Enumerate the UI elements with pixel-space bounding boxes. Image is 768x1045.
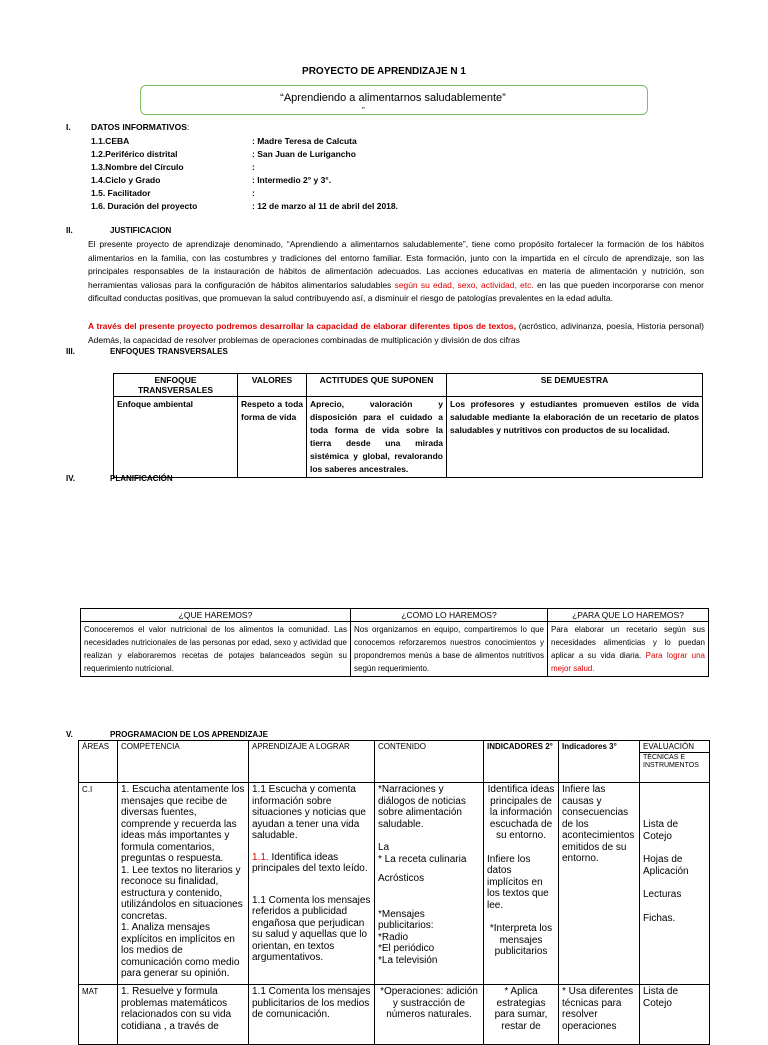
prog-header-indicadores-2: INDICADORES 2° xyxy=(484,741,559,783)
section-2-heading: JUSTIFICACION xyxy=(110,226,172,235)
prog-cell-aprendizaje-mat: 1.1 Comenta los mensajes publicitarios de los medios de comunicación. xyxy=(249,985,375,1045)
enfoques-cell-actitudes: Aprecio, valoración y disposición para el cuidado a toda forma de vida sobre la tierra desde una mirada sistémica y global, revalorando los saberes ancestrales. xyxy=(307,397,447,478)
prog-header-indicadores-3: Indicadores 3° xyxy=(559,741,640,783)
datos-label-4: 1.4.Ciclo y Grado xyxy=(91,175,161,185)
enfoques-table xyxy=(113,373,703,478)
document-title: PROYECTO DE APRENDIZAJE N 1 xyxy=(302,66,466,77)
enfoques-header-actitudes: ACTITUDES QUE SUPONEN xyxy=(307,374,447,397)
prog-cell-aprendizaje-ci: 1.1 Escucha y comenta información sobre situaciones y noticias que ayudan a tener una vida saludable. 1.1. Identifica ideas principales del texto leído. 1.1 Comenta los mensajes referidos a publicidad engañosa que perjudican su salud y aquellas que lo orientan, en textos argumentativos. xyxy=(249,783,375,985)
project-subtitle: “Aprendiendo a alimentarnos saludablemente” xyxy=(280,92,506,104)
prog-cell-area-mat: MAT xyxy=(79,985,118,1045)
prog-cell-eval-mat: Lista de Cotejo xyxy=(640,985,710,1045)
plan-cell-para-que: Para elaborar un recetario según sus necesidades alimenticias y lo puedan aplicar a su vida diaria. Para lograr una mejor salud. xyxy=(548,622,709,677)
enfoques-cell-enfoque: Enfoque ambiental xyxy=(114,397,238,478)
datos-label-5: 1.5. Facilitador xyxy=(91,188,151,198)
plan-header-para-que: ¿PARA QUE LO HAREMOS? xyxy=(548,609,709,622)
prog-cell-competencia-ci: 1. Escucha atentamente los mensajes que recibe de diversas fuentes, comprende y recuerda las ideas más importantes y formula comentarios, preguntas o respuesta. 1. Lee textos no literarios y reconoce su finalidad, estructura y contenido, utilizándolos en situaciones concretas. 1. Analiza mensajes explícitos en implícitos en los medios de comunicación como medio para generar su opinión. xyxy=(118,783,249,985)
prog-cell-area-ci: C.I xyxy=(79,783,118,985)
justification-paragraph-1: El presente proyecto de aprendizaje denominado, “Aprendiendo a alimentarnos saludablemente”, tiene como propósito fortalecer la formación de los hábitos alimentarios en la familia, con las costumbres y tradiciones del entorno familiar. Esta formación, junto con la impartida en el círculo de aprendizaje, son las principales responsables de la instauración de hábitos de alimentación adecuados. Las acciones educativas en materia de alimentación y nutrición, son herramientas valiosas para la configuración de hábitos alimentarios saludables según su edad, sexo, actividad, etc. en las que pueden incorporarse con menor dificultad conductas positivas, que promuevan la salud contribuyendo así, a disminuir el riesgo de patologías prevalentes en la edad adulta. xyxy=(88,239,704,303)
prog-cell-eval-ci: Lista de Cotejo Hojas de Aplicación Lecturas Fichas. xyxy=(640,783,710,985)
prog-cell-ind2-mat: * Aplica estrategias para sumar, restar de xyxy=(484,985,559,1045)
section-1-heading: DATOS INFORMATIVOS: xyxy=(91,122,190,132)
datos-value-6: : 12 de marzo al 11 de abril del 2018. xyxy=(252,201,398,211)
datos-value-5: : xyxy=(252,188,255,198)
prog-header-areas: ÁREAS xyxy=(79,741,118,783)
enfoques-cell-valores: Respeto a toda forma de vida xyxy=(238,397,307,478)
enfoques-header-enfoque: ENFOQUE TRANSVERSALES xyxy=(114,374,238,397)
prog-cell-ind2-ci: Identifica ideas principales de la información escuchada de su entorno. Infiere los datos implícitos en los textos que lee. *Interpreta los mensajes publicitarios xyxy=(484,783,559,985)
section-4-number: IV. xyxy=(66,474,76,483)
subtitle-mark: ” xyxy=(362,106,365,115)
planificacion-table xyxy=(80,608,709,677)
enfoques-header-demuestra: SE DEMUESTRA xyxy=(447,374,703,397)
enfoques-cell-demuestra: Los profesores y estudiantes promueven estilos de vida saludable mediante la elaboración de un recetario de platos saludables y nutritivos con productos de su localidad. xyxy=(447,397,703,478)
datos-value-2: : San Juan de Lurigancho xyxy=(252,149,356,159)
prog-header-competencia: COMPETENCIA xyxy=(118,741,249,783)
section-5-number: V. xyxy=(66,730,73,739)
prog-cell-contenido-ci: *Narraciones y diálogos de noticias sobre alimentación saludable. La * La receta culinaria Acrósticos *Mensajes publicitarios: *Radio *El periódico *La televisión xyxy=(375,783,484,985)
plan-header-que: ¿QUE HAREMOS? xyxy=(81,609,351,622)
prog-cell-ind3-mat: * Usa diferentes técnicas para resolver operaciones xyxy=(559,985,640,1045)
plan-cell-que: Conoceremos el valor nutricional de los alimentos la comunidad. Las necesidades nutricionales de las personas por edad, sexo y actividad que realizan y elaboraremos recetas de potajes balanceados según su requerimiento nutricional. xyxy=(81,622,351,677)
section-3-number: III. xyxy=(66,347,75,356)
datos-value-4: : Intermedio 2° y 3°. xyxy=(252,175,332,185)
section-3-heading: ENFOQUES TRANSVERSALES xyxy=(110,347,228,356)
section-5-heading: PROGRAMACION DE LOS APRENDIZAJE xyxy=(110,730,268,739)
prog-header-contenido: CONTENIDO xyxy=(375,741,484,783)
datos-value-1: : Madre Teresa de Calcuta xyxy=(252,136,357,146)
prog-cell-ind3-ci: Infiere las causas y consecuencias de los acontecimientos emitidos de su entorno. xyxy=(559,783,640,985)
section-2-number: II. xyxy=(66,226,73,235)
datos-label-6: 1.6. Duración del proyecto xyxy=(91,201,198,211)
prog-header-evaluacion: EVALUACIÓN TÉCNICAS E INSTRUMENTOS xyxy=(640,741,710,783)
enfoques-header-valores: VALORES xyxy=(238,374,307,397)
section-4-heading: PLANIFICACIÓN xyxy=(110,474,173,483)
programacion-table xyxy=(78,740,710,1045)
datos-label-1: 1.1.CEBA xyxy=(91,136,130,146)
justification-paragraph-2: A través del presente proyecto podremos desarrollar la capacidad de elaborar diferentes tipos de textos, (acróstico, adivinanza, poesía, Historia personal) Además, la capacidad de resolver problemas de operaciones combinadas de multiplicación y división de dos cifras xyxy=(88,321,704,345)
plan-header-como: ¿COMO LO HAREMOS? xyxy=(351,609,548,622)
datos-label-2: 1.2.Periférico distrital xyxy=(91,149,178,159)
datos-value-3: : xyxy=(252,162,255,172)
prog-cell-competencia-mat: 1. Resuelve y formula problemas matemáticos relacionados con su vida cotidiana , a través de xyxy=(118,985,249,1045)
plan-cell-como: Nos organizamos en equipo, compartiremos lo que conocemos reforzaremos nuestros conocimientos y propondremos menús a base de alimentos nutritivos según requerimiento. xyxy=(351,622,548,677)
section-1-number: I. xyxy=(66,122,71,132)
prog-header-aprendizaje: APRENDIZAJE A LOGRAR xyxy=(249,741,375,783)
prog-cell-contenido-mat: *Operaciones: adición y sustracción de números naturales. xyxy=(375,985,484,1045)
datos-label-3: 1.3.Nombre del Círculo xyxy=(91,162,184,172)
